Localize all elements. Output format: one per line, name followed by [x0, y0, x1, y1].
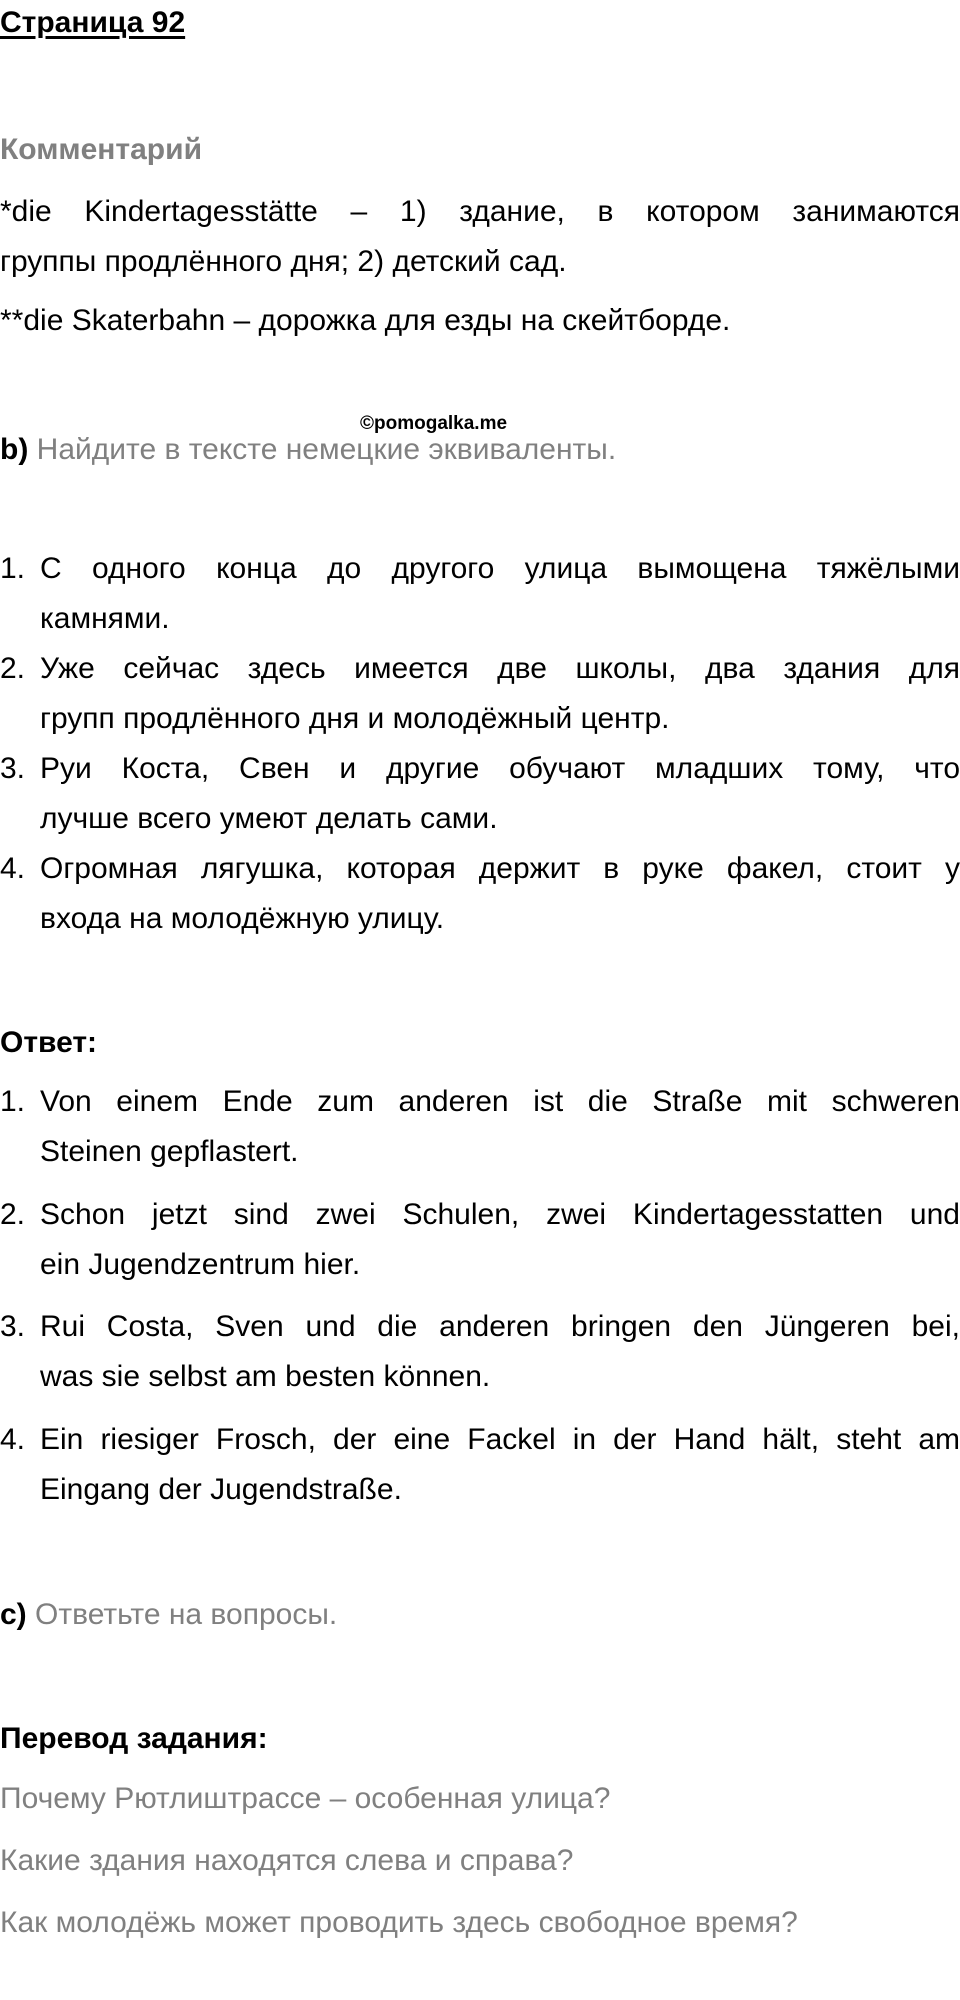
task-b-instruction: Найдите в тексте немецкие эквиваленты.	[36, 433, 617, 466]
task-b-heading	[0, 425, 616, 475]
list-item-line: Schon jetzt sind zwei Schulen, zwei Kindertagesstatten und	[40, 1198, 960, 1231]
list-item-line: Руи Коста, Свен и другие обучают младших тому, что	[40, 752, 960, 785]
list-item-line: камнями.	[40, 602, 170, 635]
list-item-line: групп продлённого дня и молодёжный центр.	[40, 702, 670, 735]
list-item-line: Уже сейчас здесь имеется две школы, два здания для	[40, 652, 960, 685]
translation-question: Почему Рютлиштрассе – особенная улица?	[0, 1782, 611, 1815]
answer-heading: Ответ:	[0, 1026, 98, 1059]
list-item-line: Von einem Ende zum anderen ist die Straße mit schweren	[40, 1085, 960, 1118]
list-item-line: Огромная лягушка, которая держит в руке факел, стоит у	[40, 852, 960, 885]
task-b-letter: b)	[0, 433, 29, 466]
list-number: 4.	[0, 852, 26, 885]
list-item-line: С одного конца до другого улица вымощена тяжёлыми	[40, 552, 960, 585]
list-item-line: входа на молодёжную улицу.	[40, 902, 445, 935]
watermark: ©pomogalka.me	[360, 413, 508, 434]
list-number: 2.	[0, 1198, 26, 1231]
page-title: Страница 92	[0, 6, 186, 39]
list-number: 4.	[0, 1423, 26, 1456]
list-item-line: Rui Costa, Sven und die anderen bringen den Jüngeren bei,	[40, 1310, 960, 1343]
list-item-line: Steinen gepflastert.	[40, 1135, 299, 1168]
comment-note-2: **die Skaterbahn – дорожка для езды на скейтборде.	[0, 304, 731, 337]
task-c-instruction: Ответьте на вопросы.	[35, 1598, 338, 1631]
list-number: 1.	[0, 552, 26, 585]
list-number: 3.	[0, 752, 26, 785]
task-c-heading	[0, 1590, 337, 1640]
translation-question: Как молодёжь может проводить здесь свободное время?	[0, 1906, 798, 1939]
list-item-line: was sie selbst am besten können.	[40, 1360, 491, 1393]
comment-heading: Комментарий	[0, 133, 203, 166]
translation-heading: Перевод задания:	[0, 1722, 268, 1755]
comment-note-1-line-2: группы продлённого дня; 2) детский сад.	[0, 245, 567, 278]
list-item-line: Eingang der Jugendstraße.	[40, 1473, 402, 1506]
list-item-line: лучше всего умеют делать сами.	[40, 802, 498, 835]
list-number: 3.	[0, 1310, 26, 1343]
task-c-letter: c)	[0, 1598, 27, 1631]
translation-question: Какие здания находятся слева и справа?	[0, 1844, 574, 1877]
comment-note-1-line-1: *die Kindertagesstätte – 1) здание, в котором занимаются	[0, 195, 960, 228]
list-item-line: ein Jugendzentrum hier.	[40, 1248, 361, 1281]
list-number: 1.	[0, 1085, 26, 1118]
list-item-line: Ein riesiger Frosch, der eine Fackel in der Hand hält, steht am	[40, 1423, 960, 1456]
list-number: 2.	[0, 652, 26, 685]
